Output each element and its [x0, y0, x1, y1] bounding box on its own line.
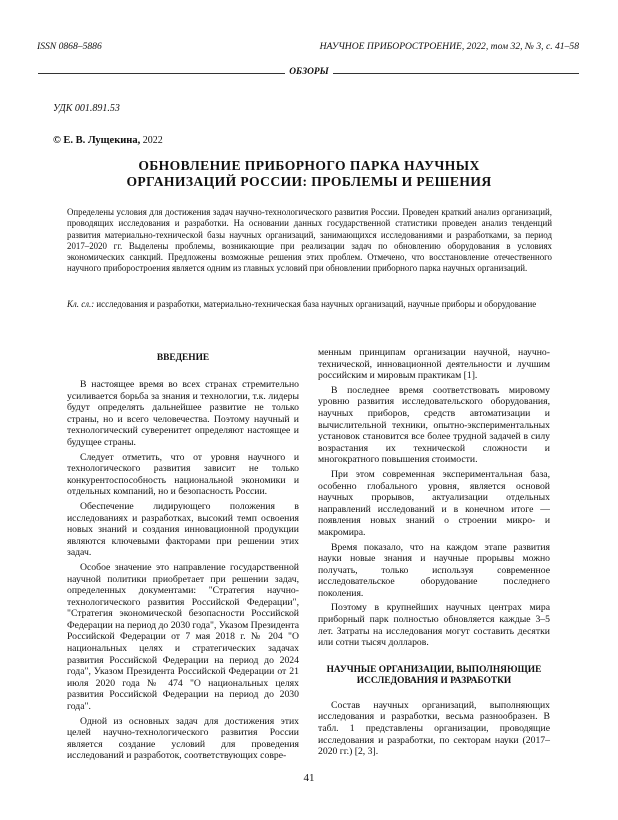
abstract: Определены условия для достижения задач научно-технологического развития России. Проведен краткий анализ организаций, проводящих исследования и разработки. На основании данных государственной статистики проведен анализ тенденций развития материально-технической базы научных организаций, занимающихся исследованиями и разработками, за период 2017–2020 гг. Выделены проблемы, возникающие при реализации задач по обновлению оборудования в условиях экономических санкций. Предложены возможные решения этих проблем. Отмечено, что восстановление отечественного научного приборостроения является одним из главных условий при обновлении приборного парка научных организаций. — [67, 207, 552, 274]
keywords-text: исследования и разработки, материально-техническая база научных организаций, научные приборы и оборудование — [96, 299, 537, 309]
paragraph: Состав научных организаций, выполняющих исследования и разработки, весьма разнообразен. В табл. 1 представлены организации, проводящие исследования и разработки, по секторам науки (2017–2020 гг.) [2, 3]. — [318, 699, 550, 758]
page-number: 41 — [303, 772, 315, 784]
copyright-sign: © — [53, 135, 61, 146]
keywords — [67, 299, 552, 310]
section-label-text: ОБЗОРЫ — [285, 67, 332, 77]
paragraph: В последнее время соответствовать мировому уровню развития исследовательского оборудования, научных приборов, средств автоматизации и вычислительной техники, опытно-экспериментальных установок становится все более трудной задачей в силу возрастания их технической сложности и многократного повышения стоимости. — [318, 384, 550, 466]
author-line — [53, 135, 163, 146]
paragraph: Обеспечение лидирующего положения в исследованиях и разработках, высокий темп освоения новых знаний и создания инновационной продукции являются ключевыми факторами при решении этих задач. — [67, 500, 299, 559]
intro-heading: ВВЕДЕНИЕ — [156, 353, 210, 363]
section-heading: НАУЧНЫЕ ОРГАНИЗАЦИИ, ВЫПОЛНЯЮЩИЕ ИССЛЕДОВАНИЯ И РАЗРАБОТКИ — [326, 664, 542, 686]
paragraph: менным принципам организации научной, научно-технической, инновационной деятельности и лучшим российским и мировым практикам [1]. — [318, 347, 550, 382]
journal-info: НАУЧНОЕ ПРИБОРОСТРОЕНИЕ, 2022, том 32, № 3, с. 41–58 — [319, 41, 579, 52]
title-line-1: ОБНОВЛЕНИЕ ПРИБОРНОГО ПАРКА НАУЧНЫХ — [138, 158, 480, 173]
paragraph: При этом современная экспериментальная база, особенно глобального уровня, является основой научных прорывов, актуализации отдельных направлений исследований и в конечном итоге — появления новых знаний о строении микро- и макромира. — [318, 468, 550, 538]
paragraph: В настоящее время во всех странах стремительно усиливается борьба за знания и технологии, т.к. лидеры будут определять дальнейшее развитие не только страны, но и всего человечества. Поэтому научный и технологический суверенитет определяют настоящее и будущее страны. — [67, 379, 299, 448]
udk: УДК 001.891.53 — [53, 103, 120, 114]
paragraph: Поэтому в крупнейших научных центрах мира приборный парк полностью обновляется каждые 3–5 лет. Затраты на исследования могут составить десятки или сотни тысяч долларов. — [318, 602, 550, 649]
title-line-2: ОРГАНИЗАЦИЙ РОССИИ: ПРОБЛЕМЫ И РЕШЕНИЯ — [126, 174, 492, 189]
paragraph: Время показало, что на каждом этапе развития науки новые знания и научные прорывы можно получать, только используя современное исследовательское оборудование последнего поколения. — [318, 541, 550, 599]
section-label — [0, 67, 618, 77]
author-name: Е. В. Лущекина, — [63, 135, 141, 146]
article-title — [60, 158, 558, 190]
column-left — [67, 347, 299, 765]
author-year: 2022 — [142, 135, 163, 146]
keywords-label: Кл. сл.: — [67, 299, 95, 309]
paragraph: Следует отметить, что от уровня научного и технологического развития зависит не только конкурентоспособность национальной экономики и отдельных компаний, но и безопасность России. — [67, 451, 299, 498]
paragraph: Особое значение это направление государственной научной политики приобретает при решении задач, определенных документами: "Стратегия научно-технологического развития Российской Федерации", "Стратегия экономической безопасности Российской Федерации на период до 2030 года", Указом Президента Российской Федерации от 7 мая 2018 г. № 204 "О национальных целях и стратегических задачах развития Российской Федерации на период до 2024 года", Указом Президента Российской Федерации от 21 июля 2020 года № 474 "О национальных целях развития Российской Федерации на период до 2030 года". — [67, 561, 300, 713]
issn: ISSN 0868–5886 — [37, 41, 102, 52]
paragraph: Одной из основных задач для достижения этих целей научно-технологического развития России является создание условий для проведения исследований и разработок, соответствующих совре- — [67, 715, 299, 762]
column-right — [318, 347, 550, 761]
